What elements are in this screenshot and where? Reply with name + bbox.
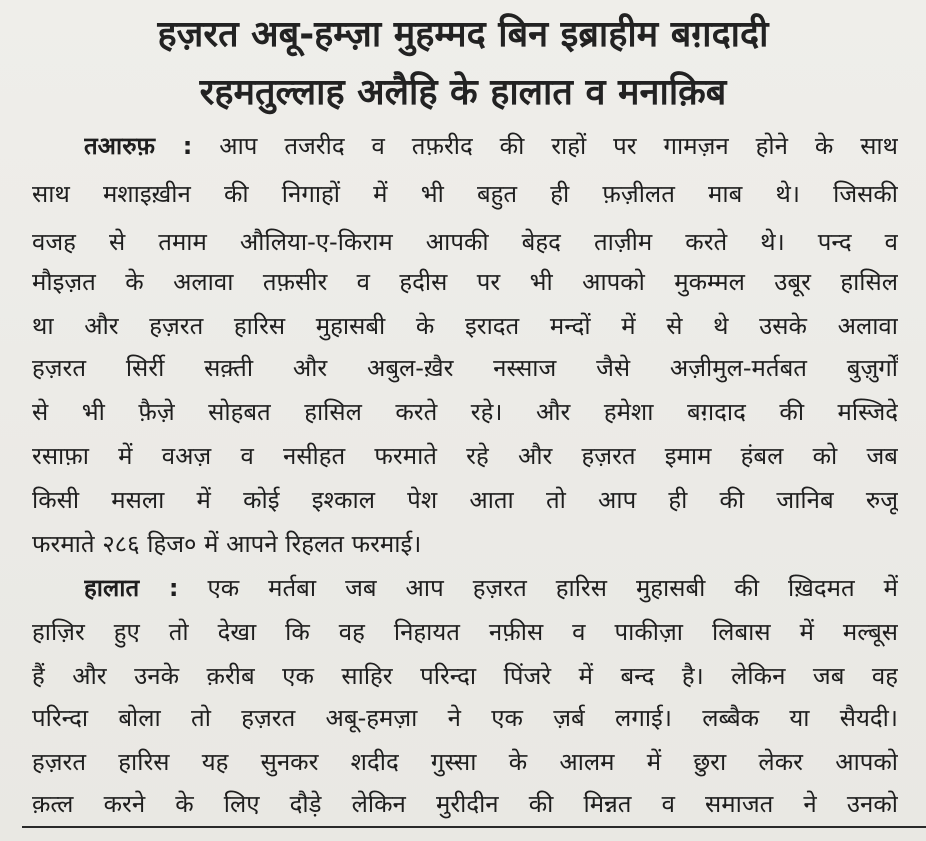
page-title-line-2: रहमतुल्लाह अलैहि के हालात व मनाक़िब xyxy=(199,72,727,113)
taaruf-heading: तआरुफ़ : xyxy=(84,132,193,160)
halaat-line: परिन्दा बोला तो हज़रत अबू-हमज़ा ने एक ज़र्ब लगाई। लब्बैक या सैयदी। xyxy=(32,704,898,732)
taaruf-line: साथ मशाइख़ीन की निगाहों में भी बहुत ही फ़ज़ीलत माब थे। जिसकी xyxy=(32,180,898,208)
bottom-rule xyxy=(22,826,926,828)
taaruf-first-line xyxy=(84,128,898,164)
halaat-first-line xyxy=(84,570,898,606)
taaruf-line: था और हज़रत हारिस मुहासबी के इरादत मन्दों में से थे उसके अलावा xyxy=(32,312,898,340)
halaat-heading: हालात : xyxy=(84,574,179,602)
taaruf-line: रसाफ़ा में वअज़ व नसीहत फरमाते रहे और हज़रत इमाम हंबल को जब xyxy=(32,442,898,470)
halaat-line: हाज़िर हुए तो देखा कि वह निहायत नफ़ीस व पाकीज़ा लिबास में मल्बूस xyxy=(32,618,898,646)
taaruf-line: से भी फ़ैज़े सोहबत हासिल करते रहे। और हमेशा बग़दाद की मस्जिदे xyxy=(32,398,898,426)
halaat-line: क़त्ल करने के लिए दौड़े लेकिन मुरीदीन की मिन्नत व समाजत ने उनको xyxy=(32,790,898,818)
taaruf-first-line-text: आप तजरीद व तफ़रीद की राहों पर गामज़न होने के साथ xyxy=(219,132,898,160)
taaruf-line: हज़रत सिर्री सक़्ती और अबुल-ख़ैर नस्साज जैसे अज़ीमुल-मर्तबत बुज़ुर्गों xyxy=(32,354,898,382)
taaruf-line: फरमाते २८६ हिज० में आपने रिहलत फरमाई। xyxy=(32,530,422,558)
halaat-line: हज़रत हारिस यह सुनकर शदीद गुस्सा के आलम में छुरा लेकर आपको xyxy=(32,748,898,776)
taaruf-line: मौइज़त के अलावा तफ़सीर व हदीस पर भी आपको मुकम्मल उबूर हासिल xyxy=(32,268,898,296)
halaat-first-line-text: एक मर्तबा जब आप हज़रत हारिस मुहासबी की ख़िदमत में xyxy=(207,574,898,602)
taaruf-line: किसी मसला में कोई इश्काल पेश आता तो आप ही की जानिब रुजू xyxy=(32,486,898,514)
taaruf-line: वजह से तमाम औलिया-ए-किराम आपकी बेहद ताज़ीम करते थे। पन्द व xyxy=(32,228,898,256)
page-title-line-1: हज़रत अबू-हम्ज़ा मुहम्मद बिन इब्राहीम बग़दादी xyxy=(157,14,769,55)
halaat-line: हैं और उनके क़रीब एक साहिर परिन्दा पिंजरे में बन्द है। लेकिन जब वह xyxy=(32,662,898,690)
